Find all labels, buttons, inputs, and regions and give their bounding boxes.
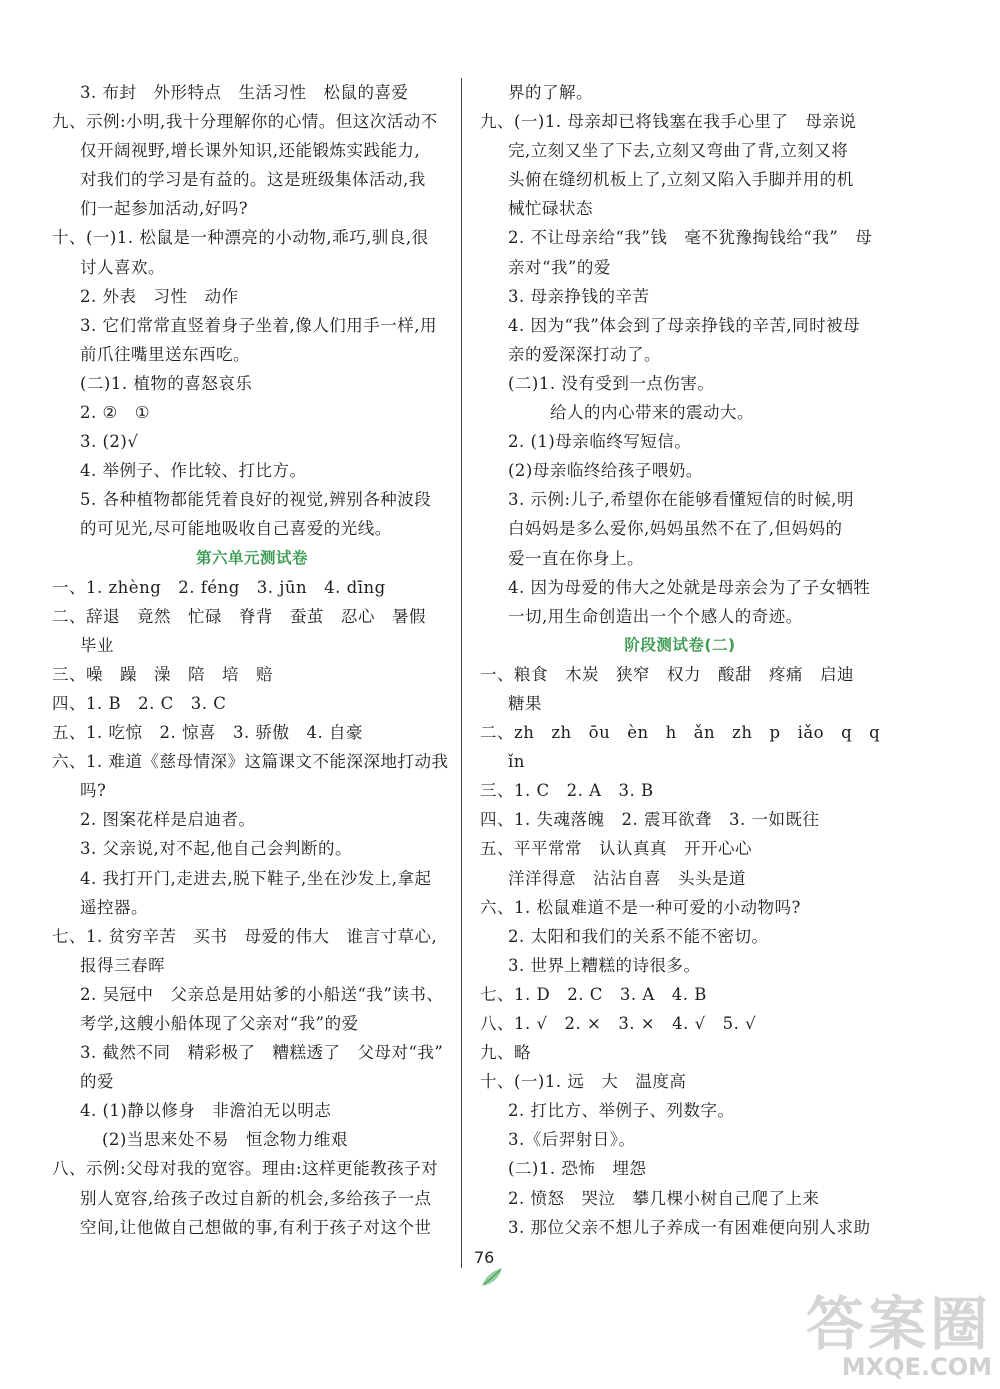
- answer-line: 们一起参加活动,好吗?: [80, 199, 249, 219]
- answer-line: 四、1. B 2. C 3. C: [52, 693, 227, 713]
- answer-line: 头俯在缝纫机板上了,立刻又陷入手脚并用的机: [508, 170, 854, 190]
- answer-line: 亲对“我”的爱: [508, 257, 611, 277]
- answer-line: 的可见光,尽可能地吸收自己喜爱的光线。: [80, 519, 392, 539]
- answer-line: 讨人喜欢。: [80, 257, 165, 277]
- answer-line: 二、辞退 竟然 忙碌 脊背 蚕茧 忍心 暑假: [52, 606, 426, 626]
- leaf-ornament-icon: [478, 1264, 506, 1292]
- answer-line: 吗?: [80, 781, 107, 801]
- answer-line: 2. 吴冠中 父亲总是用姑爹的小船送“我”读书、: [80, 984, 444, 1004]
- section-heading: 阶段测试卷(二): [624, 635, 736, 654]
- answer-line: 2. 不让母亲给“我”钱 毫不犹豫掏钱给“我” 母: [508, 228, 873, 248]
- answer-line: 报得三春晖: [80, 955, 165, 975]
- answer-line: 四、1. 失魂落魄 2. 震耳欲聋 3. 一如既往: [480, 810, 820, 830]
- answer-line: 2. 打比方、举例子、列数字。: [508, 1101, 735, 1121]
- answer-line: 前爪往嘴里送东西吃。: [80, 344, 250, 364]
- answer-line: 给人的内心带来的震动大。: [550, 403, 754, 423]
- answer-line: 九、(一)1. 母亲却已将钱塞在我手心里了 母亲说: [480, 112, 857, 132]
- answer-line: 4. 我打开门,走进去,脱下鞋子,坐在沙发上,拿起: [80, 868, 432, 888]
- answer-line: 六、1. 难道《慈母情深》这篇课文不能深深地打动我: [52, 752, 449, 772]
- answer-line: 3. 截然不同 精彩极了 糟糕透了 父母对“我”: [80, 1043, 444, 1063]
- answer-line: 仅开阔视野,增长课外知识,还能锻炼实践能力,: [80, 141, 421, 161]
- answer-line: 十、(一)1. 远 大 温度高: [480, 1072, 687, 1092]
- answer-line: (2)母亲临终给孩子喂奶。: [508, 461, 703, 481]
- answer-line: 八、1. √ 2. × 3. × 4. √ 5. √: [480, 1014, 757, 1033]
- answer-line: (二)1. 植物的喜怒哀乐: [80, 373, 253, 393]
- right-column: [480, 78, 880, 1242]
- answer-line: 一、1. zhèng 2. féng 3. jūn 4. dīng: [52, 577, 386, 597]
- watermark-logo: [806, 1290, 993, 1384]
- answer-line: (二)1. 没有受到一点伤害。: [508, 373, 715, 393]
- answer-line: 2. 图案花样是启迪者。: [80, 810, 256, 830]
- answer-line: 七、1. 贫穷辛苦 买书 母爱的伟大 谁言寸草心,: [52, 926, 438, 946]
- answer-line: 爱一直在你身上。: [508, 548, 644, 568]
- answer-line: 2. (1)母亲临终写短信。: [508, 432, 692, 452]
- answer-line: 七、1. D 2. C 3. A 4. B: [480, 984, 707, 1004]
- answer-line: 4. (1)静以修身 非澹泊无以明志: [80, 1101, 332, 1121]
- answer-line: 的爱: [80, 1072, 114, 1092]
- answer-line: 十、(一)1. 松鼠是一种漂亮的小动物,乖巧,驯良,很: [52, 228, 429, 248]
- answer-line: 毕业: [80, 635, 114, 655]
- answer-line: 亲的爱深深打动了。: [508, 344, 661, 364]
- answer-line: 4. 举例子、作比较、打比方。: [80, 461, 307, 481]
- answer-line: 3. 父亲说,对不起,他自己会判断的。: [80, 839, 352, 859]
- answer-line: 八、示例:父母对我的宽容。理由:这样更能教孩子对: [52, 1159, 439, 1179]
- watermark-text: 答案圈: [806, 1290, 993, 1358]
- answer-line: 4. 因为“我”体会到了母亲挣钱的辛苦,同时被母: [508, 315, 861, 335]
- answer-line: 2. ② ①: [80, 403, 151, 423]
- answer-line: (2)当思来处不易 恒念物力维艰: [102, 1130, 348, 1150]
- answer-line: 糖果: [508, 693, 542, 713]
- answer-line: (二)1. 恐怖 埋怨: [508, 1159, 647, 1179]
- answer-line: 3.《后羿射日》。: [508, 1130, 636, 1150]
- answer-line: 一、粮食 木炭 狭窄 权力 酸甜 疼痛 启迪: [480, 664, 854, 684]
- answer-line: 5. 各种植物都能凭着良好的视觉,辨别各种波段: [80, 490, 432, 510]
- answer-line: 3. (2)√: [80, 432, 139, 452]
- answer-line: 空间,让他做自己想做的事,有利于孩子对这个世: [80, 1217, 432, 1237]
- answer-line: 对我们的学习是有益的。这是班级集体活动,我: [80, 170, 426, 190]
- answer-line: 洋洋得意 沾沾自喜 头头是道: [508, 868, 746, 888]
- answer-line: 3. 布封 外形特点 生活习性 松鼠的喜爱: [80, 83, 409, 102]
- left-column: [52, 78, 452, 1242]
- answer-line: 三、1. C 2. A 3. B: [480, 781, 654, 801]
- answer-line: 3. 母亲挣钱的辛苦: [508, 286, 650, 306]
- answer-line: 3. 它们常常直竖着身子坐着,像人们用手一样,用: [80, 315, 437, 335]
- answer-line: 界的了解。: [508, 83, 593, 102]
- watermark-url: MXQE.COM: [841, 1353, 992, 1381]
- answer-line: 一切,用生命创造出一个个感人的奇迹。: [508, 606, 803, 626]
- answer-line: 2. 外表 习性 动作: [80, 286, 239, 306]
- answer-line: 械忙碌状态: [508, 199, 593, 219]
- answer-line: 2. 太阳和我们的关系不能不密切。: [508, 926, 769, 946]
- answer-line: 别人宽容,给孩子改过自新的机会,多给孩子一点: [80, 1188, 432, 1208]
- answer-line: 4. 因为母爱的伟大之处就是母亲会为了子女牺牲: [508, 577, 871, 597]
- answer-line: 六、1. 松鼠难道不是一种可爱的小动物吗?: [480, 897, 801, 917]
- page-number: 76: [474, 1248, 495, 1267]
- answer-line: 九、示例:小明,我十分理解你的心情。但这次活动不: [52, 112, 438, 132]
- answer-line: 二、zh zh ōu èn h ǎn zh p iǎo q q: [480, 723, 881, 743]
- column-divider: [461, 78, 462, 1268]
- answer-line: 考学,这艘小船体现了父亲对“我”的爱: [80, 1014, 359, 1033]
- answer-line: 三、噪 躁 澡 陪 培 赔: [52, 664, 273, 684]
- answer-line: 完,立刻又坐了下去,立刻又弯曲了背,立刻又将: [508, 141, 849, 161]
- answer-line: ǐn: [508, 752, 525, 772]
- answer-line: 九、略: [480, 1043, 531, 1063]
- section-heading: 第六单元测试卷: [195, 548, 308, 567]
- answer-line: 五、平平常常 认认真真 开开心心: [480, 839, 752, 859]
- answer-line: 2. 愤怒 哭泣 攀几棵小树自己爬了上来: [508, 1188, 820, 1208]
- answer-line: 3. 示例:儿子,希望你在能够看懂短信的时候,明: [508, 490, 855, 510]
- answer-line: 五、1. 吃惊 2. 惊喜 3. 骄傲 4. 自豪: [52, 723, 363, 743]
- answer-line: 白妈妈是多么爱你,妈妈虽然不在了,但妈妈的: [508, 519, 843, 539]
- answer-line: 3. 那位父亲不想儿子养成一有困难便向别人求助: [508, 1217, 871, 1237]
- answer-line: 3. 世界上糟糕的诗很多。: [508, 955, 701, 975]
- answer-line: 遥控器。: [80, 897, 148, 917]
